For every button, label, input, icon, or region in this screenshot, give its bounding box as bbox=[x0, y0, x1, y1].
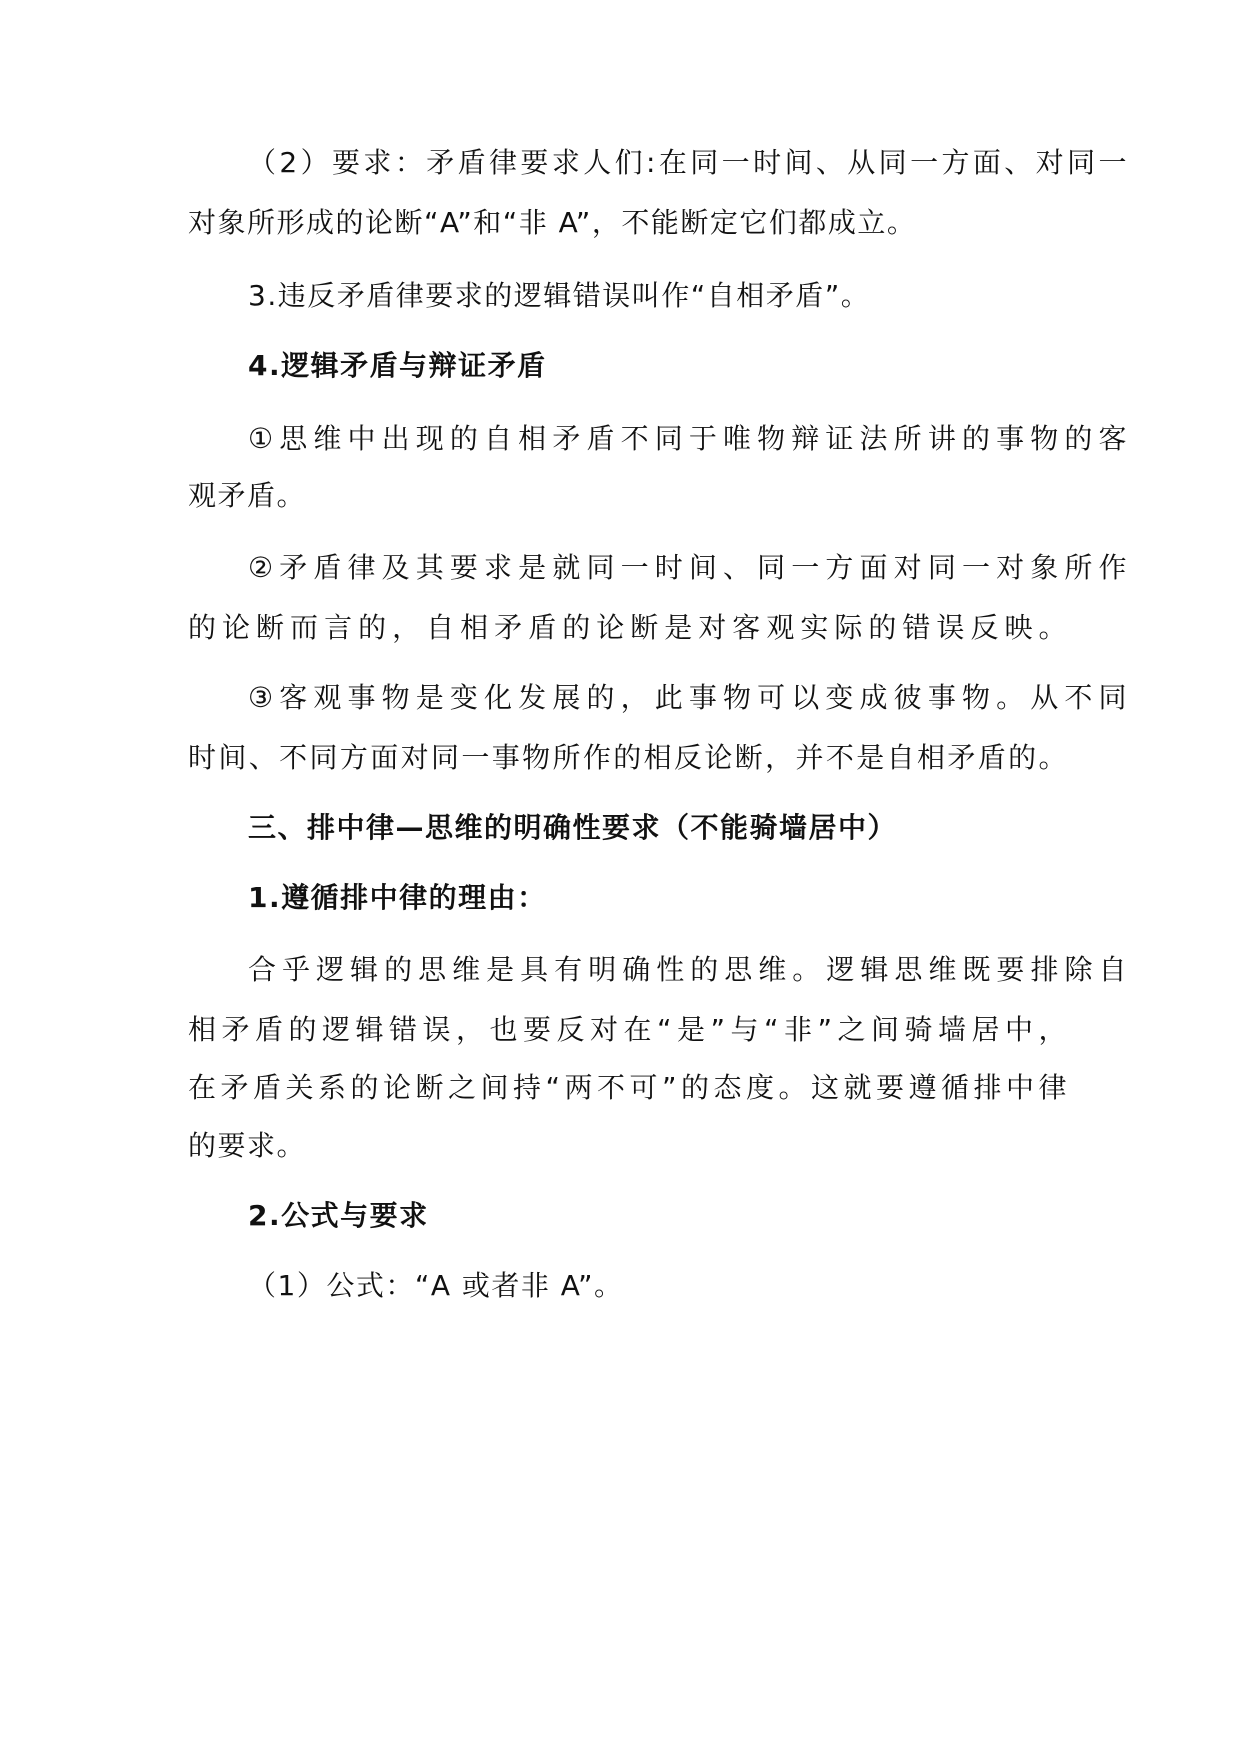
paragraph-line: ①思维中出现的自相矛盾不同于唯物辩证法所讲的事物的客 bbox=[248, 422, 1128, 455]
paragraph-line: 的论断而言的，自相矛盾的论断是对客观实际的错误反映。 bbox=[188, 611, 1068, 644]
paragraph-line: 合乎逻辑的思维是具有明确性的思维。逻辑思维既要排除自 bbox=[248, 953, 1128, 986]
paragraph-line: 3.违反矛盾律要求的逻辑错误叫作“自相矛盾”。 bbox=[248, 279, 871, 312]
section-heading: 1.遵循排中律的理由： bbox=[248, 881, 547, 914]
paragraph-line: 对象所形成的论断“A”和“非 A”，不能断定它们都成立。 bbox=[188, 206, 917, 239]
paragraph-line: 的要求。 bbox=[188, 1129, 307, 1162]
paragraph-line: ②矛盾律及其要求是就同一时间、同一方面对同一对象所作 bbox=[248, 551, 1128, 584]
paragraph-line: （1）公式：“A 或者非 A”。 bbox=[248, 1269, 624, 1302]
section-heading: 4.逻辑矛盾与辩证矛盾 bbox=[248, 349, 547, 382]
paragraph-line: 时间、不同方面对同一事物所作的相反论断，并不是自相矛盾的。 bbox=[188, 741, 1068, 774]
paragraph-line: 相矛盾的逻辑错误，也要反对在“是”与“非”之间骑墙居中， bbox=[188, 1013, 1068, 1046]
section-heading: 三、排中律—思维的明确性要求（不能骑墙居中） bbox=[248, 811, 898, 844]
section-heading: 2.公式与要求 bbox=[248, 1199, 429, 1232]
paragraph-line: （2）要求：矛盾律要求人们:在同一时间、从同一方面、对同一 bbox=[248, 146, 1128, 179]
paragraph-line: 观矛盾。 bbox=[188, 479, 307, 512]
paragraph-line: 在矛盾关系的论断之间持“两不可”的态度。这就要遵循排中律 bbox=[188, 1071, 1068, 1104]
paragraph-line: ③客观事物是变化发展的，此事物可以变成彼事物。从不同 bbox=[248, 681, 1128, 714]
